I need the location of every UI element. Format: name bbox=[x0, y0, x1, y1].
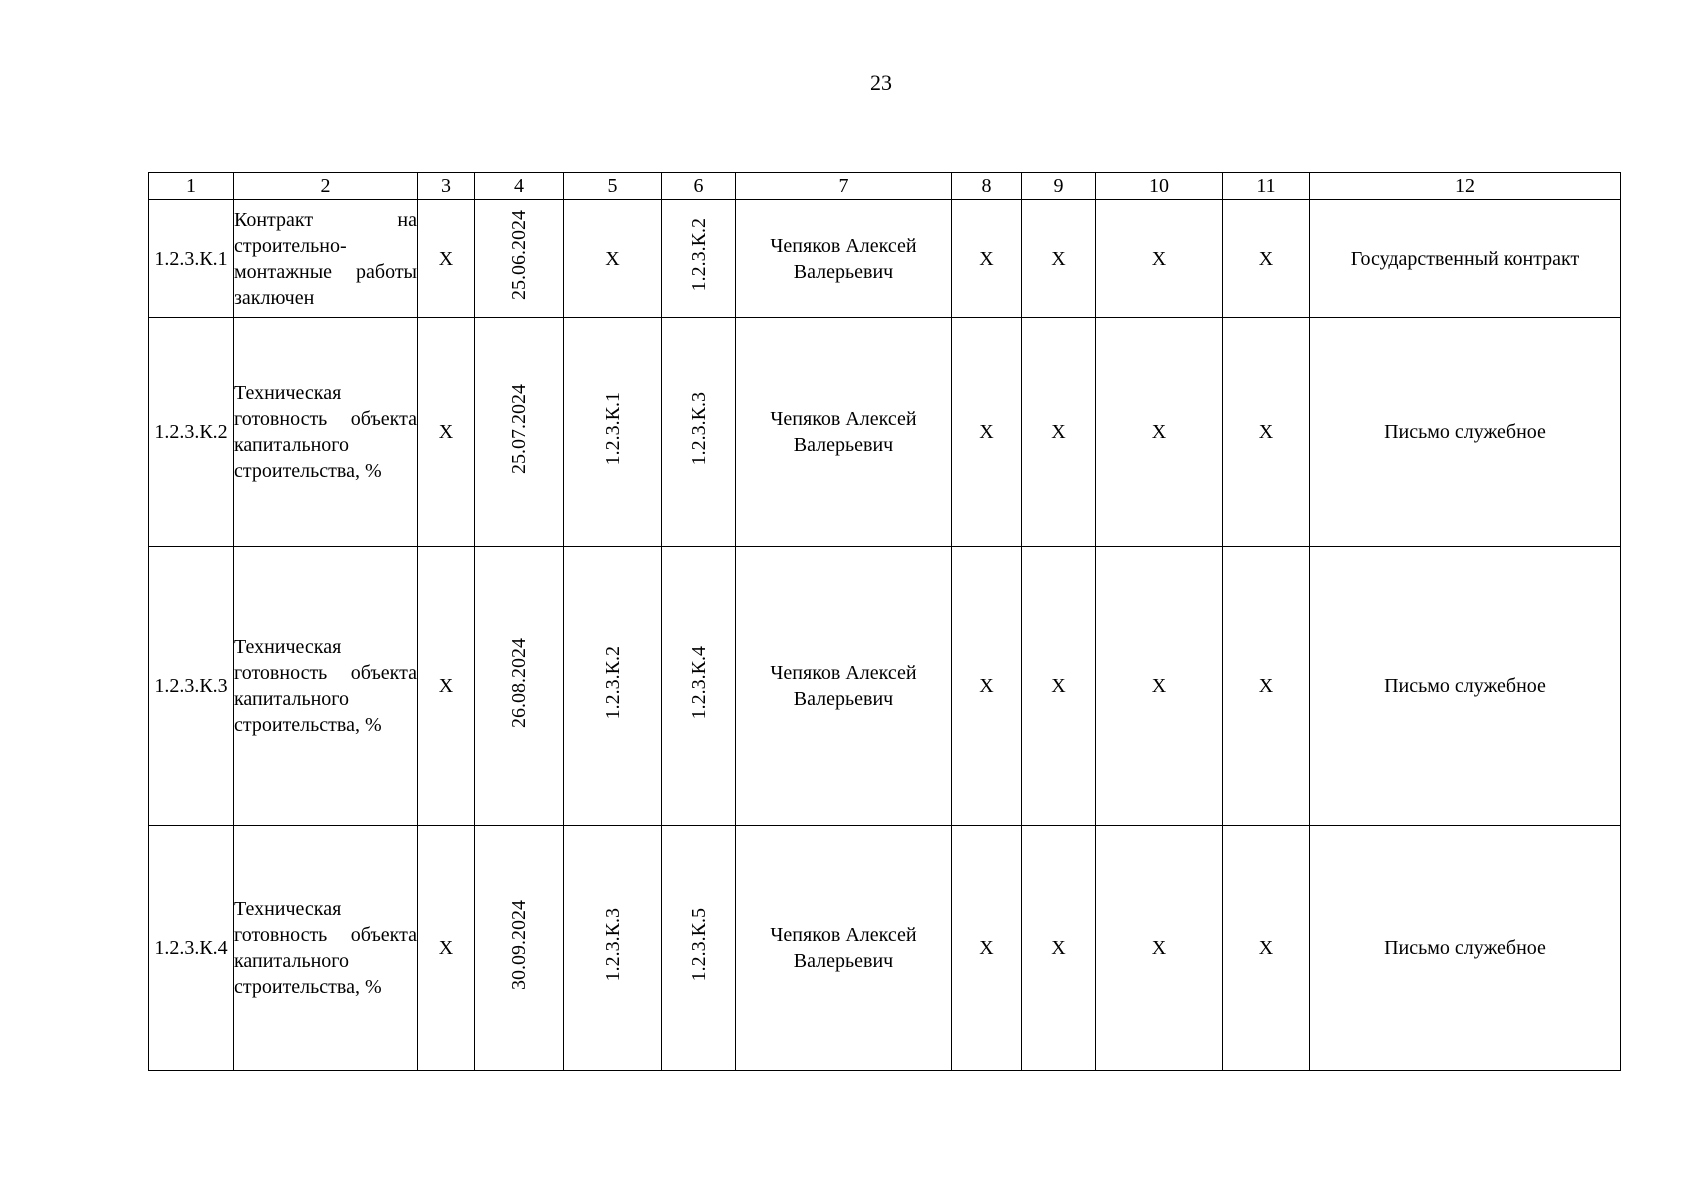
row-responsible: Чепяков Алексей Валерьевич bbox=[736, 200, 952, 318]
row-col9: X bbox=[1022, 547, 1096, 826]
row-code: 1.2.3.К.2 bbox=[149, 318, 234, 547]
row-col8: X bbox=[952, 200, 1022, 318]
row-col3: X bbox=[418, 547, 475, 826]
row-col8: X bbox=[952, 826, 1022, 1071]
row-successor: 1.2.3.К.3 bbox=[662, 318, 736, 547]
row-responsible: Чепяков Алексей Валерьевич bbox=[736, 318, 952, 547]
row-col9: X bbox=[1022, 318, 1096, 547]
row-predecessor: 1.2.3.К.1 bbox=[564, 318, 662, 547]
row-col3: X bbox=[418, 318, 475, 547]
row-col10: X bbox=[1096, 318, 1223, 547]
row-predecessor: X bbox=[564, 200, 662, 318]
row-col9: X bbox=[1022, 200, 1096, 318]
column-header: 4 bbox=[475, 173, 564, 200]
row-successor: 1.2.3.К.5 bbox=[662, 826, 736, 1071]
row-col3: X bbox=[418, 826, 475, 1071]
row-col8: X bbox=[952, 547, 1022, 826]
row-document: Письмо служебное bbox=[1310, 826, 1621, 1071]
header-row bbox=[149, 173, 1621, 200]
row-responsible: Чепяков Алексей Валерьевич bbox=[736, 826, 952, 1071]
row-col8: X bbox=[952, 318, 1022, 547]
row-responsible: Чепяков Алексей Валерьевич bbox=[736, 547, 952, 826]
column-header: 8 bbox=[952, 173, 1022, 200]
table-row bbox=[149, 547, 1621, 826]
row-col3: X bbox=[418, 200, 475, 318]
row-predecessor: 1.2.3.К.2 bbox=[564, 547, 662, 826]
table-row bbox=[149, 200, 1621, 318]
row-description: Техническая готовность объекта капитального строительства, % bbox=[234, 547, 418, 826]
row-predecessor: 1.2.3.К.3 bbox=[564, 826, 662, 1071]
row-col9: X bbox=[1022, 826, 1096, 1071]
column-header: 6 bbox=[662, 173, 736, 200]
column-header: 11 bbox=[1223, 173, 1310, 200]
row-document: Государственный контракт bbox=[1310, 200, 1621, 318]
row-date: 25.06.2024 bbox=[475, 200, 564, 318]
row-code: 1.2.3.К.3 bbox=[149, 547, 234, 826]
row-successor: 1.2.3.К.4 bbox=[662, 547, 736, 826]
column-header: 7 bbox=[736, 173, 952, 200]
row-date: 26.08.2024 bbox=[475, 547, 564, 826]
column-header: 3 bbox=[418, 173, 475, 200]
row-col10: X bbox=[1096, 826, 1223, 1071]
column-header: 9 bbox=[1022, 173, 1096, 200]
row-col11: X bbox=[1223, 318, 1310, 547]
row-col11: X bbox=[1223, 826, 1310, 1071]
table-row bbox=[149, 826, 1621, 1071]
row-date: 25.07.2024 bbox=[475, 318, 564, 547]
row-successor: 1.2.3.К.2 bbox=[662, 200, 736, 318]
control-points-table bbox=[148, 172, 1621, 1071]
column-header: 2 bbox=[234, 173, 418, 200]
row-date: 30.09.2024 bbox=[475, 826, 564, 1071]
row-col10: X bbox=[1096, 200, 1223, 318]
table-row bbox=[149, 318, 1621, 547]
row-description: Контракт на строительно-монтажные работы заключен bbox=[234, 200, 418, 318]
row-document: Письмо служебное bbox=[1310, 547, 1621, 826]
column-header: 12 bbox=[1310, 173, 1621, 200]
row-col10: X bbox=[1096, 547, 1223, 826]
row-description: Техническая готовность объекта капитального строительства, % bbox=[234, 826, 418, 1071]
row-document: Письмо служебное bbox=[1310, 318, 1621, 547]
row-col11: X bbox=[1223, 200, 1310, 318]
column-header: 1 bbox=[149, 173, 234, 200]
column-header: 10 bbox=[1096, 173, 1223, 200]
row-code: 1.2.3.К.1 bbox=[149, 200, 234, 318]
row-col11: X bbox=[1223, 547, 1310, 826]
row-description: Техническая готовность объекта капитального строительства, % bbox=[234, 318, 418, 547]
row-code: 1.2.3.К.4 bbox=[149, 826, 234, 1071]
page-number: 23 bbox=[870, 70, 892, 95]
column-header: 5 bbox=[564, 173, 662, 200]
